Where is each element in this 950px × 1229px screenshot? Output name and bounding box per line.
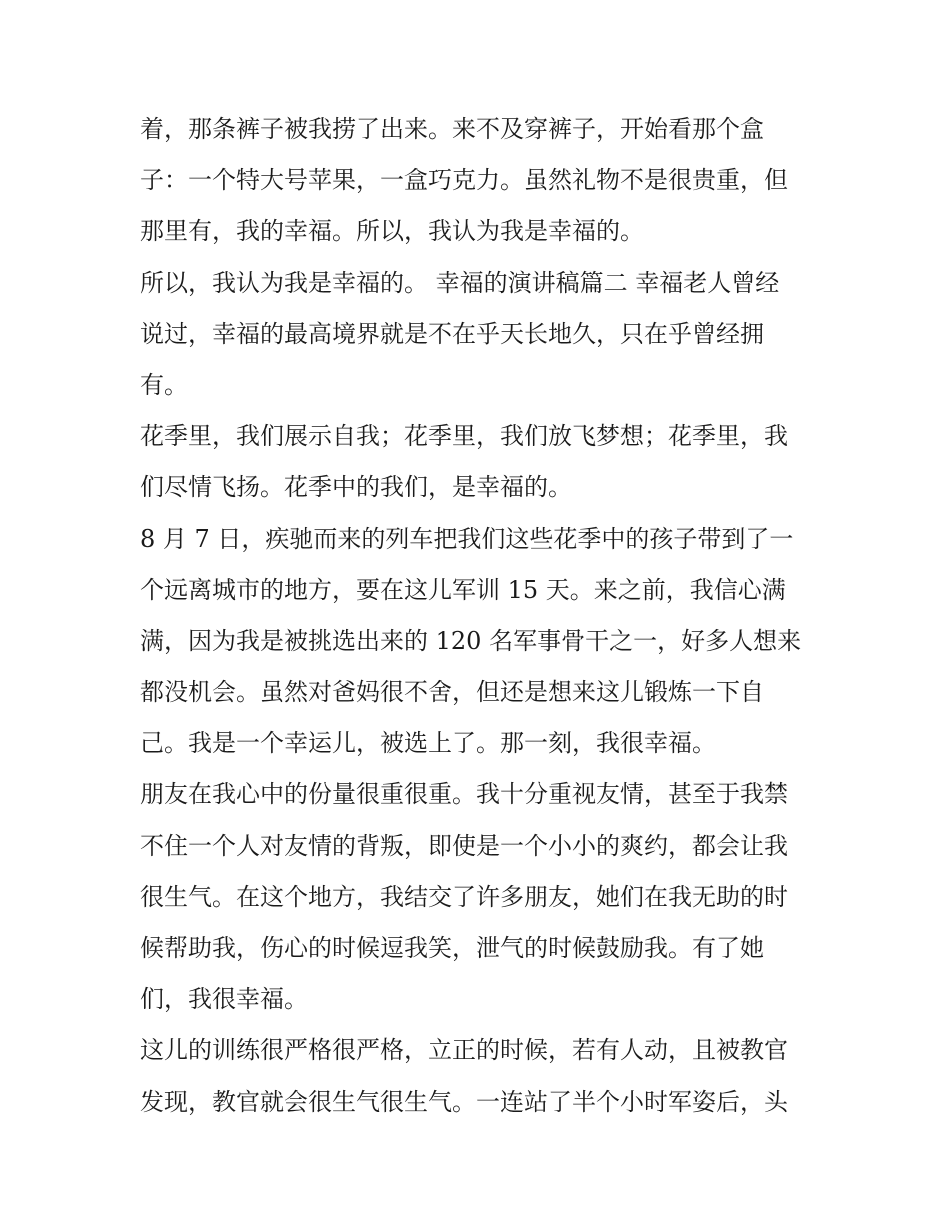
text-line: 花季里，我们展示自我；花季里，我们放飞梦想；花季里，我 [140,422,788,451]
paragraph-4 [140,514,816,770]
text-line: 所以，我认为我是幸福的。 幸福的演讲稿篇二 幸福老人曾经 [140,268,780,297]
text-line: 候帮助我，伤心的时候逗我笑，泄气的时候鼓励我。有了她 [140,934,764,962]
paragraph-5 [140,769,816,1025]
text-line: 发现，教官就会很生气很生气。一连站了半个小时军姿后，头 [140,1087,788,1116]
text-line: 们尽情飞扬。花季中的我们，是幸福的。 [140,473,572,502]
document-body [140,104,816,1128]
text-line: 满，因为我是被挑选出来的 120 名军事骨干之一，好多人想来 [140,626,802,655]
text-line: 不住一个人对友情的背叛，即使是一个小小的爽约，都会让我 [140,831,788,860]
text-line: 都没机会。虽然对爸妈很不舍，但还是想来这儿锻炼一下自 [140,678,764,707]
paragraph-1 [140,104,816,258]
text-line: 说过，幸福的最高境界就是不在乎天长地久，只在乎曾经拥 [140,319,764,348]
text-line: 朋友在我心中的份量很重很重。我十分重视友情，甚至于我禁 [140,780,788,809]
text-line: 子：一个特大号苹果，一盒巧克力。虽然礼物不是很贵重，但 [140,166,788,195]
text-line: 那里有，我的幸福。所以，我认为我是幸福的。 [140,217,644,246]
text-line: 个远离城市的地方，要在这儿军训 15 天。来之前，我信心满 [140,575,786,604]
text-line: 己。我是一个幸运儿，被选上了。那一刻，我很幸福。 [140,729,716,758]
text-line: 有。 [140,370,188,399]
text-line: 很生气。在这个地方，我结交了许多朋友，她们在我无助的时 [140,882,788,911]
text-line: 们，我很幸福。 [140,985,308,1014]
text-line: 着，那条裤子被我捞了出来。来不及穿裤子，开始看那个盒 [140,115,764,143]
paragraph-6 [140,1025,816,1127]
text-line: 这儿的训练很严格很严格，立正的时候，若有人动，且被教官 [140,1036,788,1065]
text-line: 8 月 7 日，疾驰而来的列车把我们这些花季中的孩子带到了一 [140,524,794,553]
paragraph-3 [140,411,816,513]
paragraph-2 [140,258,816,412]
